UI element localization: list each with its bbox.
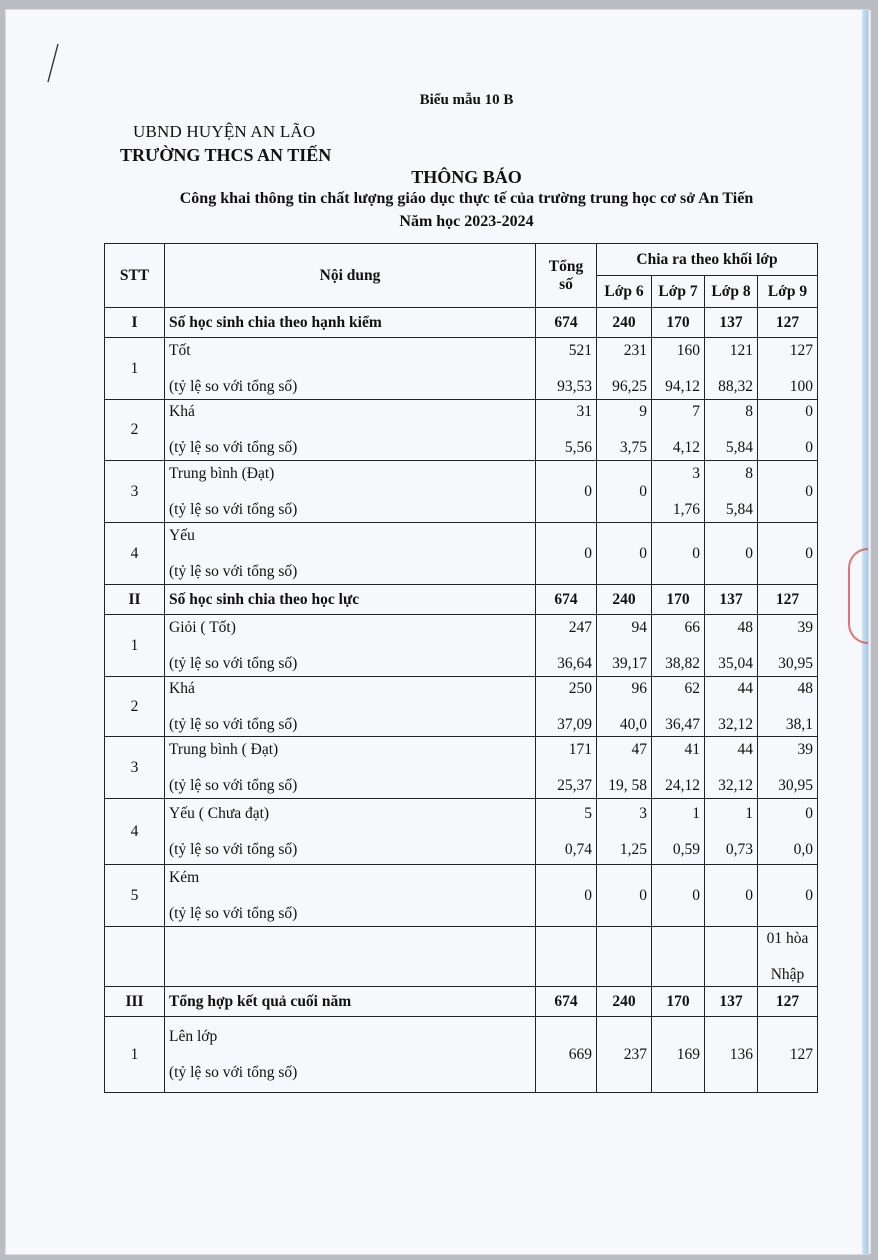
table-row: [105, 400, 818, 461]
section-total: 127: [758, 308, 818, 338]
ratio-label: (tỷ lệ so với tổng số): [169, 1063, 298, 1081]
ratio-value: 36,64: [557, 654, 592, 672]
count-value: 9: [639, 403, 647, 420]
ratio-value: 39,17: [612, 654, 647, 672]
section-total: 127: [758, 585, 818, 615]
ratio-value: 100: [789, 377, 814, 395]
row-label: [165, 799, 536, 865]
count-value: 5: [584, 804, 592, 822]
value-cell: [597, 615, 652, 677]
quality-table: [104, 243, 818, 1093]
count-value: 1: [745, 804, 753, 822]
section-row: [105, 308, 818, 338]
empty-cell: [705, 927, 758, 987]
section-stt: II: [105, 585, 165, 615]
table-row: [105, 523, 818, 585]
row-stt: 2: [105, 400, 165, 461]
empty-cell: [105, 927, 165, 987]
count-value: 3: [692, 464, 700, 482]
category-label: Trung bình (Đạt): [169, 464, 275, 482]
table-row: [105, 799, 818, 865]
header-grade-7: Lớp 7: [652, 276, 705, 308]
table-body: [105, 308, 818, 1093]
count-value: 62: [684, 679, 700, 697]
count-value: 31: [576, 403, 592, 420]
ratio-value: 0,73: [725, 840, 753, 858]
red-stamp: [848, 548, 868, 644]
ratio-label: (tỷ lệ so với tổng số): [169, 654, 298, 672]
ratio-label: (tỷ lệ so với tổng số): [169, 377, 298, 395]
section-row: [105, 987, 818, 1017]
note-text: 01 hòa: [766, 929, 809, 947]
count-value: 3: [639, 804, 647, 822]
ratio-value: 0,59: [672, 840, 700, 858]
value-cell: 127: [758, 1017, 818, 1093]
value-cell: 169: [652, 1017, 705, 1093]
ratio-value: 38,82: [665, 654, 700, 672]
section-total: 240: [597, 308, 652, 338]
value-cell: 0: [597, 523, 652, 585]
value-cell: [536, 799, 597, 865]
section-total: 137: [705, 308, 758, 338]
ratio-label: (tỷ lệ so với tổng số): [169, 904, 298, 922]
count-value: 171: [568, 740, 592, 758]
ratio-value: 0,74: [564, 840, 592, 858]
empty-cell: [536, 927, 597, 987]
ratio-value: 5,84: [725, 500, 753, 518]
value-cell: 0: [705, 865, 758, 927]
section-total: 170: [652, 308, 705, 338]
ratio-value: 88,32: [718, 377, 753, 395]
value-cell: [758, 338, 818, 400]
value-cell: 0: [705, 523, 758, 585]
section-total: 674: [536, 308, 597, 338]
count-value: 94: [631, 618, 647, 636]
value-cell: [758, 737, 818, 799]
empty-cell: [652, 927, 705, 987]
ratio-value: 25,37: [557, 776, 592, 794]
org-name: UBND HUYỆN AN LÃO: [133, 122, 316, 141]
count-value: 47: [631, 740, 647, 758]
ratio-value: 0: [805, 439, 814, 456]
value-cell: [597, 338, 652, 400]
value-cell: 0: [597, 461, 652, 523]
row-label: [165, 677, 536, 737]
empty-cell: [597, 927, 652, 987]
ratio-value: 5,84: [725, 439, 753, 456]
row-label: [165, 1017, 536, 1093]
ratio-label: (tỷ lệ so với tổng số): [169, 840, 298, 858]
value-cell: 136: [705, 1017, 758, 1093]
category-label: Tốt: [169, 341, 191, 359]
value-cell: 237: [597, 1017, 652, 1093]
ratio-value: 30,95: [778, 654, 814, 672]
section-title: Số học sinh chia theo hạnh kiểm: [165, 308, 536, 338]
value-cell: [705, 400, 758, 461]
value-cell: [758, 400, 818, 461]
table-row: [105, 737, 818, 799]
doc-title: THÔNG BÁO: [411, 167, 522, 187]
value-cell: [652, 677, 705, 737]
category-label: Khá: [169, 679, 195, 697]
count-value: 66: [684, 618, 700, 636]
count-value: 160: [676, 341, 700, 359]
count-value: 8: [745, 403, 753, 420]
ratio-value: 3,75: [619, 439, 647, 456]
row-label: [165, 523, 536, 585]
row-stt: 1: [105, 615, 165, 677]
value-cell: 0: [758, 523, 818, 585]
value-cell: [758, 677, 818, 737]
section-total: 127: [758, 987, 818, 1017]
value-cell: 0: [536, 523, 597, 585]
count-value: 48: [737, 618, 753, 636]
ratio-value: 1,25: [619, 840, 647, 858]
count-value: 1: [692, 804, 700, 822]
ratio-value: 93,53: [557, 377, 592, 395]
value-cell: [536, 737, 597, 799]
table-row: [105, 865, 818, 927]
note-row: [105, 927, 818, 987]
value-cell: 0: [758, 461, 818, 523]
value-cell: [705, 338, 758, 400]
note-text: Nhập: [770, 965, 805, 983]
section-total: 240: [597, 987, 652, 1017]
section-row: [105, 585, 818, 615]
section-stt: I: [105, 308, 165, 338]
ratio-value: 30,95: [778, 776, 814, 794]
ratio-value: 4,12: [672, 439, 700, 456]
value-cell: [758, 799, 818, 865]
row-stt: 4: [105, 799, 165, 865]
value-cell: [536, 677, 597, 737]
value-cell: [597, 400, 652, 461]
section-total: 674: [536, 585, 597, 615]
section-title: Số học sinh chia theo học lực: [165, 585, 536, 615]
count-value: 96: [631, 679, 647, 697]
value-cell: [652, 737, 705, 799]
header-grade-9: Lớp 9: [758, 276, 818, 308]
section-total: 240: [597, 585, 652, 615]
ratio-value: 19, 58: [608, 776, 647, 794]
section-stt: III: [105, 987, 165, 1017]
form-label: Biểu mẫu 10 B: [419, 92, 514, 108]
pen-mark: [46, 42, 60, 84]
count-value: 48: [797, 679, 814, 697]
ratio-value: 5,56: [564, 439, 592, 456]
value-cell: [705, 615, 758, 677]
row-label: [165, 338, 536, 400]
count-value: 247: [568, 618, 592, 636]
ratio-value: 32,12: [718, 715, 753, 733]
count-value: 44: [737, 740, 753, 758]
table-row: [105, 1017, 818, 1093]
count-value: 39: [797, 740, 814, 758]
header-content: Nội dung: [165, 244, 536, 308]
value-cell: [597, 799, 652, 865]
note-cell: [758, 927, 818, 987]
ratio-value: 1,76: [672, 500, 700, 518]
ratio-value: 32,12: [718, 776, 753, 794]
section-total: 170: [652, 585, 705, 615]
count-value: 521: [568, 341, 592, 359]
table-row: [105, 338, 818, 400]
value-cell: [536, 615, 597, 677]
value-cell: [597, 677, 652, 737]
row-label: [165, 737, 536, 799]
ratio-label: (tỷ lệ so với tổng số): [169, 500, 298, 518]
row-label: [165, 865, 536, 927]
count-value: 44: [737, 679, 753, 697]
ratio-label: (tỷ lệ so với tổng số): [169, 439, 298, 456]
count-value: 7: [692, 403, 700, 420]
count-value: 121: [729, 341, 753, 359]
section-total: 170: [652, 987, 705, 1017]
value-cell: [652, 799, 705, 865]
row-stt: 3: [105, 461, 165, 523]
row-stt: 1: [105, 338, 165, 400]
table-row: [105, 615, 818, 677]
value-cell: [705, 677, 758, 737]
doc-subtitle: Công khai thông tin chất lượng giáo dục thực tế của trường trung học cơ sở An Tiến: [179, 190, 754, 207]
row-label: [165, 400, 536, 461]
value-cell: [758, 615, 818, 677]
value-cell: [705, 461, 758, 523]
value-cell: 0: [758, 865, 818, 927]
ratio-value: 37,09: [557, 715, 592, 733]
school-name: TRƯỜNG THCS AN TIẾN: [120, 145, 332, 165]
ratio-value: 96,25: [612, 377, 647, 395]
section-total: 674: [536, 987, 597, 1017]
category-label: Yếu ( Chưa đạt): [169, 804, 270, 822]
header-grade-8: Lớp 8: [705, 276, 758, 308]
value-cell: 0: [536, 461, 597, 523]
value-cell: 0: [597, 865, 652, 927]
count-value: 0: [805, 403, 814, 420]
school-year: Năm học 2023-2024: [399, 213, 534, 230]
row-stt: 1: [105, 1017, 165, 1093]
value-cell: [652, 615, 705, 677]
category-label: Yếu: [169, 526, 195, 544]
section-total: 137: [705, 987, 758, 1017]
ratio-value: 24,12: [665, 776, 700, 794]
ratio-value: 40,0: [619, 715, 647, 733]
value-cell: [652, 338, 705, 400]
count-value: 231: [623, 341, 647, 359]
category-label: Khá: [169, 403, 195, 420]
row-stt: 3: [105, 737, 165, 799]
value-cell: [705, 799, 758, 865]
ratio-value: 94,12: [665, 377, 700, 395]
value-cell: 0: [652, 865, 705, 927]
count-value: 250: [568, 679, 592, 697]
count-value: 8: [745, 464, 753, 482]
ratio-label: (tỷ lệ so với tổng số): [169, 715, 298, 733]
row-stt: 4: [105, 523, 165, 585]
value-cell: [536, 400, 597, 461]
header-grade-6: Lớp 6: [597, 276, 652, 308]
row-stt: 2: [105, 677, 165, 737]
value-cell: 0: [652, 523, 705, 585]
count-value: 41: [684, 740, 700, 758]
category-label: Lên lớp: [169, 1027, 218, 1045]
value-cell: [536, 338, 597, 400]
header-total: Tổng số: [536, 244, 597, 308]
section-total: 137: [705, 585, 758, 615]
count-value: 39: [797, 618, 814, 636]
ratio-value: 35,04: [718, 654, 753, 672]
category-label: Giỏi ( Tốt): [169, 618, 236, 636]
table-row: [105, 461, 818, 523]
row-label: [165, 461, 536, 523]
ratio-value: 36,47: [665, 715, 700, 733]
count-value: 127: [789, 341, 814, 359]
header-stt: STT: [105, 244, 165, 308]
table-row: [105, 677, 818, 737]
row-stt: 5: [105, 865, 165, 927]
empty-cell: [165, 927, 536, 987]
section-title: Tổng hợp kết quả cuối năm: [165, 987, 536, 1017]
value-cell: 0: [536, 865, 597, 927]
ratio-label: (tỷ lệ so với tổng số): [169, 776, 298, 794]
ratio-value: 38,1: [785, 715, 814, 733]
value-cell: 669: [536, 1017, 597, 1093]
category-label: Trung bình ( Đạt): [169, 740, 279, 758]
category-label: Kém: [169, 868, 200, 886]
value-cell: [652, 400, 705, 461]
value-cell: [597, 737, 652, 799]
value-cell: [705, 737, 758, 799]
count-value: 0: [805, 804, 814, 822]
row-label: [165, 615, 536, 677]
header-grade-group: Chia ra theo khối lớp: [597, 244, 818, 276]
ratio-value: 0,0: [793, 840, 814, 858]
value-cell: [652, 461, 705, 523]
ratio-label: (tỷ lệ so với tổng số): [169, 562, 298, 580]
